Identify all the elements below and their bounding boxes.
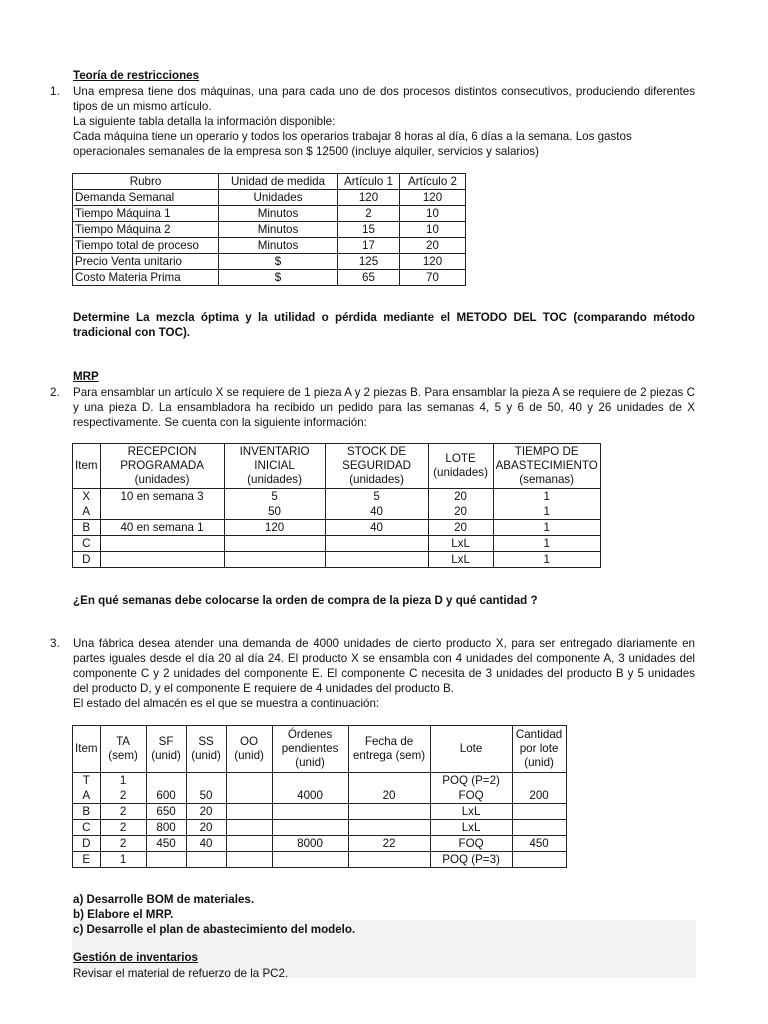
table-cell: 20 xyxy=(186,820,226,836)
table-cell: 800 xyxy=(146,820,186,836)
table-cell: Costo Materia Prima xyxy=(73,270,219,286)
table-cell: Precio Venta unitario xyxy=(73,254,219,270)
table-cell: 20 xyxy=(428,504,493,520)
task-c: c) Desarrolle el plan de abastecimiento del modelo. xyxy=(73,923,356,936)
table-cell: 22 xyxy=(348,836,430,852)
table-cell: LxL xyxy=(430,820,512,836)
table-row xyxy=(73,788,567,804)
table-cell xyxy=(224,536,325,552)
table-cell: 40 xyxy=(325,520,428,536)
column-header: Fecha de entrega (sem) xyxy=(348,726,430,773)
mrp-paragraph: Para ensamblar un artículo X se requiere de 1 pieza A y 2 piezas B. Para ensamblar la pieza A se requiere de 2 piezas C y una pieza D. La ensambladora ha recibido un pedido para las semanas 4, 5 y 6 de 50, 40 y 26 unidades de X respectivamente. Se cuenta con la siguiente información: xyxy=(73,386,695,429)
table-cell: 1 xyxy=(493,520,600,536)
table-cell xyxy=(146,773,186,789)
factory-paragraph-2: El estado del almacén es el que se muestra a continuación: xyxy=(73,697,380,710)
table-cell: 10 xyxy=(400,206,466,222)
problem-number-1: 1. xyxy=(50,85,60,98)
table-row xyxy=(73,820,567,836)
table-cell xyxy=(512,773,566,789)
table-row xyxy=(73,804,567,820)
table-cell xyxy=(348,852,430,868)
table-cell: 1 xyxy=(100,852,146,868)
table-cell: 17 xyxy=(338,238,400,254)
toc-paragraph-3: Cada máquina tiene un operario y todos los operarios trabajar 8 horas al día, 6 días a la semana. Los gastos operacionales semanales de la empresa son $ 12500 (incluye alquiler, servicios y salarios) xyxy=(73,130,632,158)
table-cell xyxy=(100,552,224,568)
table-cell: POQ (P=2) xyxy=(430,773,512,789)
table-cell: POQ (P=3) xyxy=(430,852,512,868)
table-cell xyxy=(226,852,272,868)
table-cell: $ xyxy=(219,254,338,270)
table-cell: 450 xyxy=(146,836,186,852)
table-cell: 5 xyxy=(224,489,325,505)
table-cell xyxy=(100,504,224,520)
table-cell xyxy=(146,852,186,868)
table-cell xyxy=(226,773,272,789)
column-header: Unidad de medida xyxy=(219,174,338,190)
table-cell: Minutos xyxy=(219,206,338,222)
table-cell xyxy=(226,804,272,820)
table-row xyxy=(73,254,466,270)
table-cell: 200 xyxy=(512,788,566,804)
table-cell: Minutos xyxy=(219,238,338,254)
column-header: Artículo 2 xyxy=(400,174,466,190)
column-header: RECEPCION PROGRAMADA (unidades) xyxy=(100,444,224,489)
table-header-row xyxy=(73,174,466,190)
inventory-text: Revisar el material de refuerzo de la PC2. xyxy=(73,967,289,980)
table-cell: D xyxy=(73,552,101,568)
table-row xyxy=(73,773,567,789)
task-a: a) Desarrolle BOM de materiales. xyxy=(73,893,255,906)
table-cell: LxL xyxy=(430,804,512,820)
table-cell: 450 xyxy=(512,836,566,852)
table-header-row xyxy=(73,726,567,773)
column-header: Item xyxy=(73,726,101,773)
mrp-table xyxy=(72,443,601,568)
problem-number-2: 2. xyxy=(50,386,60,399)
task-b: b) Elabore el MRP. xyxy=(73,908,174,921)
table-cell: 8000 xyxy=(272,836,348,852)
table-cell: 2 xyxy=(100,836,146,852)
column-header: Rubro xyxy=(73,174,219,190)
toc-title: Teoría de restricciones xyxy=(73,69,200,82)
table-cell: 4000 xyxy=(272,788,348,804)
table-cell xyxy=(348,804,430,820)
table-cell: C xyxy=(73,536,101,552)
table-cell xyxy=(348,773,430,789)
table-cell: 50 xyxy=(186,788,226,804)
table-cell: 120 xyxy=(224,520,325,536)
table-cell: 1 xyxy=(493,552,600,568)
mrp-title: MRP xyxy=(73,370,99,383)
table-cell: A xyxy=(73,788,101,804)
table-header-row xyxy=(73,444,601,489)
table-cell: Unidades xyxy=(219,190,338,206)
column-header: Órdenes pendientes (unid) xyxy=(272,726,348,773)
table-cell: 10 xyxy=(400,222,466,238)
table-cell xyxy=(272,820,348,836)
table-cell: 20 xyxy=(400,238,466,254)
toc-table xyxy=(72,173,466,286)
table-cell: 5 xyxy=(325,489,428,505)
table-cell: 40 xyxy=(325,504,428,520)
table-cell: 1 xyxy=(493,536,600,552)
table-row xyxy=(73,504,601,520)
table-cell: 650 xyxy=(146,804,186,820)
table-cell: 20 xyxy=(428,489,493,505)
column-header: Cantidad por lote (unid) xyxy=(512,726,566,773)
table-cell: B xyxy=(73,804,101,820)
table-cell: FOQ xyxy=(430,788,512,804)
column-header: INVENTARIO INICIAL (unidades) xyxy=(224,444,325,489)
table-row xyxy=(73,190,466,206)
table-cell: 125 xyxy=(338,254,400,270)
table-row xyxy=(73,489,601,505)
table-cell: 15 xyxy=(338,222,400,238)
table-cell xyxy=(512,852,566,868)
table-cell xyxy=(186,852,226,868)
table-cell xyxy=(226,820,272,836)
table-cell xyxy=(348,820,430,836)
table-cell: X xyxy=(73,489,101,505)
column-header: Item xyxy=(73,444,101,489)
table-cell: 2 xyxy=(338,206,400,222)
table-cell: 120 xyxy=(338,190,400,206)
table-cell xyxy=(272,804,348,820)
table-cell: D xyxy=(73,836,101,852)
table-row xyxy=(73,852,567,868)
table-cell: 2 xyxy=(100,820,146,836)
table-cell: Tiempo total de proceso xyxy=(73,238,219,254)
table-row xyxy=(73,520,601,536)
mrp-question: ¿En qué semanas debe colocarse la orden de compra de la pieza D y qué cantidad ? xyxy=(73,594,538,607)
table-cell: A xyxy=(73,504,101,520)
column-header: STOCK DE SEGURIDAD (unidades) xyxy=(325,444,428,489)
toc-paragraph-1: Una empresa tiene dos máquinas, una para cada uno de dos procesos distintos consecutivos, produciendo diferentes tipos de un mismo artículo. xyxy=(73,85,695,113)
inventory-title: Gestión de inventarios xyxy=(73,951,198,964)
table-cell: 120 xyxy=(400,254,466,270)
column-header: SS (unid) xyxy=(186,726,226,773)
table-cell: LxL xyxy=(428,552,493,568)
table-cell: Tiempo Máquina 1 xyxy=(73,206,219,222)
table-cell: C xyxy=(73,820,101,836)
table-cell: FOQ xyxy=(430,836,512,852)
table-cell: 10 en semana 3 xyxy=(100,489,224,505)
table-cell xyxy=(226,788,272,804)
table-cell: 2 xyxy=(100,788,146,804)
column-header: TA (sem) xyxy=(100,726,146,773)
table-cell: Demanda Semanal xyxy=(73,190,219,206)
table-cell xyxy=(272,773,348,789)
table-row xyxy=(73,270,466,286)
table-cell: 40 en semana 1 xyxy=(100,520,224,536)
table-cell: Minutos xyxy=(219,222,338,238)
table-cell xyxy=(226,836,272,852)
table-cell xyxy=(272,852,348,868)
table-cell: 2 xyxy=(100,804,146,820)
table-cell: 20 xyxy=(186,804,226,820)
table-cell xyxy=(186,773,226,789)
table-cell xyxy=(325,536,428,552)
toc-question: Determine La mezcla óptima y la utilidad o pérdida mediante el METODO DEL TOC (comparando método tradicional con TOC). xyxy=(73,311,695,339)
column-header: Lote xyxy=(430,726,512,773)
table-cell: 1 xyxy=(493,504,600,520)
table-cell xyxy=(512,820,566,836)
table-row xyxy=(73,222,466,238)
table-cell: $ xyxy=(219,270,338,286)
table-row xyxy=(73,836,567,852)
table-cell: LxL xyxy=(428,536,493,552)
column-header: Artículo 1 xyxy=(338,174,400,190)
column-header: LOTE (unidades) xyxy=(428,444,493,489)
table-cell: 40 xyxy=(186,836,226,852)
table-cell: 600 xyxy=(146,788,186,804)
table-row xyxy=(73,238,466,254)
table-cell xyxy=(325,552,428,568)
table-cell xyxy=(512,804,566,820)
table-cell xyxy=(224,552,325,568)
table-cell: T xyxy=(73,773,101,789)
table-cell: 65 xyxy=(338,270,400,286)
table-cell: 20 xyxy=(428,520,493,536)
table-cell: 1 xyxy=(100,773,146,789)
toc-paragraph-2: La siguiente tabla detalla la información disponible: xyxy=(73,115,336,128)
table-row xyxy=(73,552,601,568)
table-cell: 50 xyxy=(224,504,325,520)
column-header: SF (unid) xyxy=(146,726,186,773)
table-cell: 1 xyxy=(493,489,600,505)
factory-table xyxy=(72,725,567,868)
table-cell: E xyxy=(73,852,101,868)
table-cell: 20 xyxy=(348,788,430,804)
table-cell xyxy=(100,536,224,552)
table-cell: B xyxy=(73,520,101,536)
column-header: TIEMPO DE ABASTECIMIENTO (semanas) xyxy=(493,444,600,489)
factory-paragraph: Una fábrica desea atender una demanda de 4000 unidades de cierto producto X, para ser entregado diariamente en partes iguales desde el día 20 al día 24. El producto X se ensambla con 4 unidades del componente A, 3 unidades del componente C y 2 unidades del componente E. El componente C necesita de 3 unidades del producto B y 5 unidades del producto D, y el componente E requiere de 4 unidades del producto B. xyxy=(73,637,695,695)
table-row xyxy=(73,206,466,222)
problem-number-3: 3. xyxy=(50,637,60,650)
table-cell: 70 xyxy=(400,270,466,286)
table-cell: 120 xyxy=(400,190,466,206)
table-row xyxy=(73,536,601,552)
column-header: OO (unid) xyxy=(226,726,272,773)
table-cell: Tiempo Máquina 2 xyxy=(73,222,219,238)
